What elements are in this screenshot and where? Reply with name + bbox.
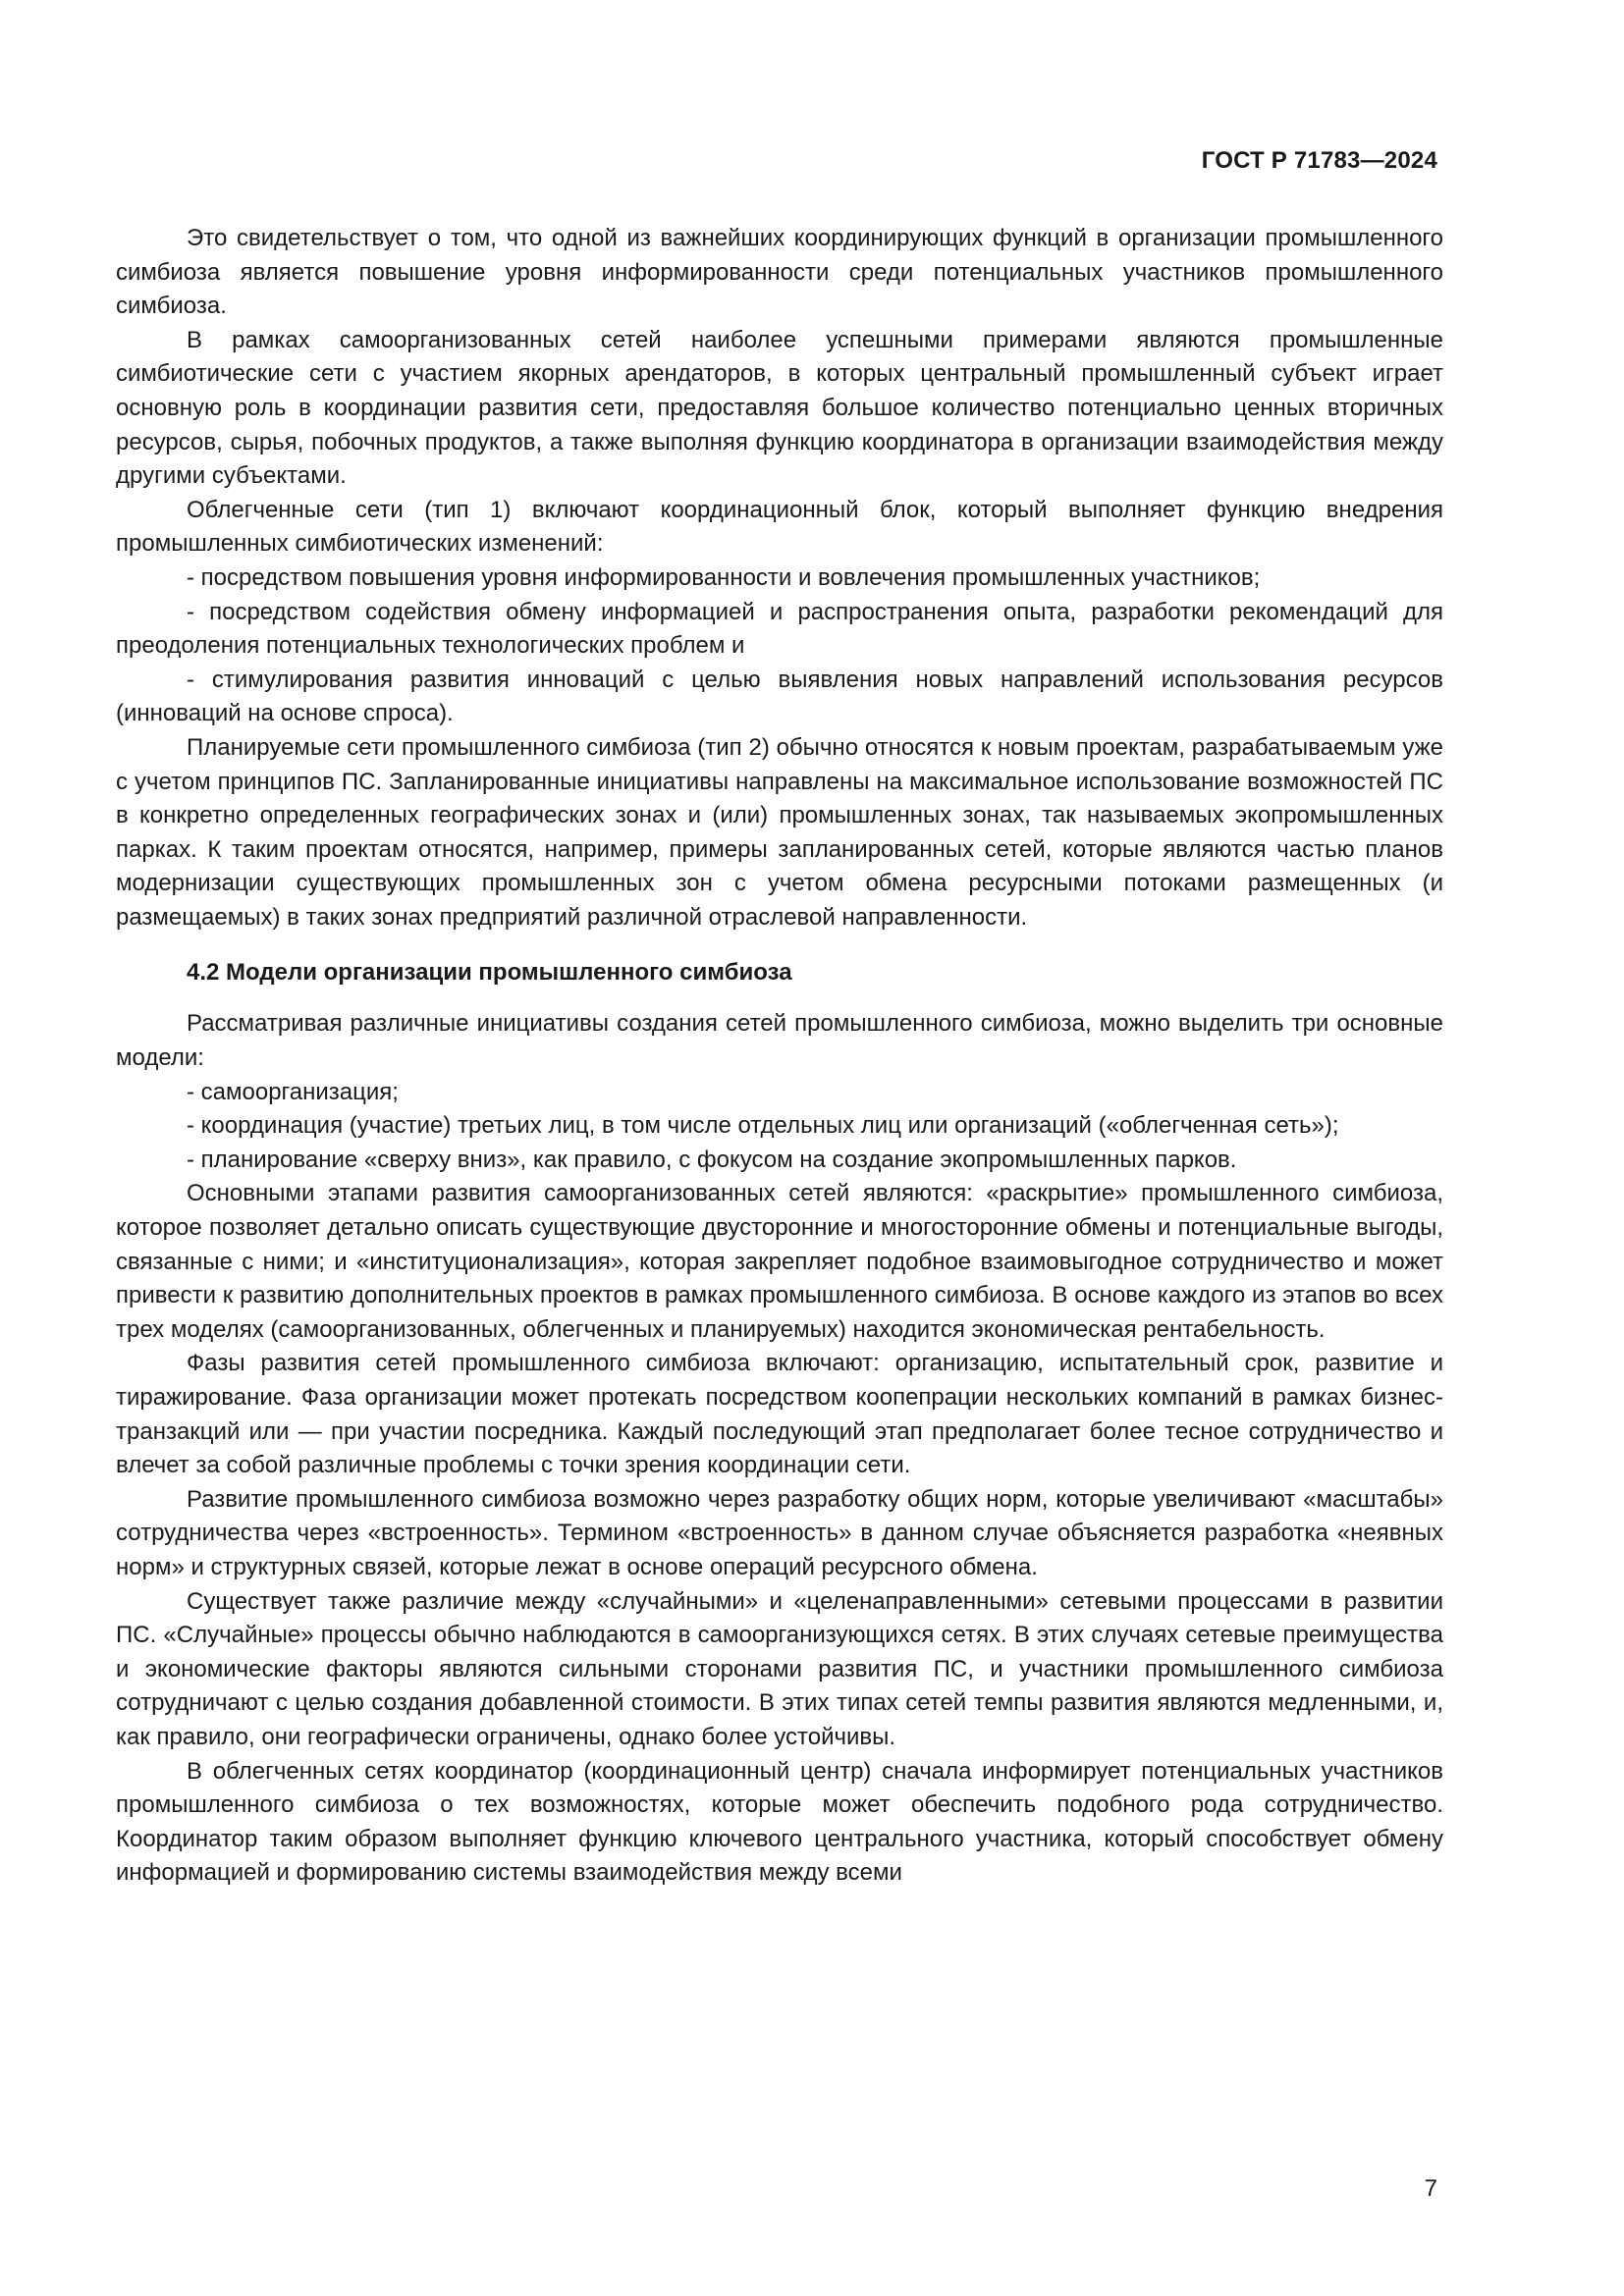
list-item: - посредством повышения уровня информированности и вовлечения промышленных участников; <box>187 563 1261 591</box>
document-body <box>116 222 1443 1891</box>
list-item: - стимулирования развития инноваций с целью выявления новых направлений использования ресурсов (инноваций на основе спроса). <box>116 666 1443 727</box>
paragraph: Облегченные сети (тип 1) включают координационный блок, который выполняет функцию внедрения промышленных симбиотических изменений: <box>116 496 1443 558</box>
document-code-header: ГОСТ Р 71783—2024 <box>1201 147 1437 174</box>
section-heading: 4.2 Модели организации промышленного симбиоза <box>187 959 792 987</box>
paragraph: Фазы развития сетей промышленного симбиоза включают: организацию, испытательный срок, развитие и тиражирование. Фаза организации может протекать посредством коопепрации нескольких компаний в рамках бизнес-транзакций или — при участии посредника. Каждый последующий этап предполагает более тесное сотрудничество и влечет за собой различные проблемы с точки зрения координации сети. <box>116 1350 1443 1479</box>
list-item: - планирование «сверху вниз», как правило, с фокусом на создание экопромышленных парков. <box>187 1146 1237 1173</box>
paragraph: Основными этапами развития самоорганизованных сетей являются: «раскрытие» промышленного симбиоза, которое позволяет детально описать существующие двусторонние и многосторонние обмены и потенциальные выгоды, связанные с ними; и «институционализация», которая закрепляет подобное взаимовыгодное сотрудничество и может привести к развитию дополнительных проектов в рамках промышленного симбиоза. В основе каждого из этапов во всех трех моделях (самоорганизованных, облегченных и планируемых) находится экономическая рентабельность. <box>116 1180 1443 1343</box>
paragraph: В облегченных сетях координатор (координационный центр) сначала информирует потенциальных участников промышленного симбиоза о тех возможностях, которые может обеспечить подобного рода сотрудничество. Координатор таким образом выполняет функцию ключевого центрального участника, который способствует обмену информацией и формированию системы взаимодействия между всеми <box>116 1757 1443 1887</box>
list-item: - координация (участие) третьих лиц, в том числе отдельных лиц или организаций («облегченная сеть»); <box>187 1112 1339 1140</box>
paragraph: Это свидетельствует о том, что одной из важнейших координирующих функций в организации промышленного симбиоза является повышение уровня информированности среди потенциальных участников промышленного симбиоза. <box>116 225 1443 320</box>
list-item: - самоорганизация; <box>187 1078 399 1105</box>
page-number: 7 <box>1424 2175 1437 2202</box>
paragraph: В рамках самоорганизованных сетей наиболее успешными примерами являются промышленные симбиотические сети с участием якорных арендаторов, в которых центральный промышленный субъект играет основную роль в координации развития сети, предоставляя большое количество потенциально ценных вторичных ресурсов, сырья, побочных продуктов, а также выполняя функцию координатора в организации взаимодействия между другими субъектами. <box>116 326 1443 490</box>
list-item: - посредством содействия обмену информацией и распространения опыта, разработки рекомендаций для преодоления потенциальных технологических проблем и <box>116 598 1443 660</box>
paragraph: Существует также различие между «случайными» и «целенаправленными» сетевыми процессами в развитии ПС. «Случайные» процессы обычно наблюдаются в самоорганизующихся сетях. В этих случаях сетевые преимущества и экономические факторы являются сильными сторонами развития ПС, и участники промышленного симбиоза сотрудничают с целью создания добавленной стоимости. В этих типах сетей темпы развития являются медленными, и, как правило, они географически ограничены, однако более устойчивы. <box>116 1587 1443 1750</box>
paragraph: Развитие промышленного симбиоза возможно через разработку общих норм, которые увеличивают «масштабы» сотрудничества через «встроенность». Термином «встроенность» в данном случае объясняется разработка «неявных норм» и структурных связей, которые лежат в основе операций ресурсного обмена. <box>116 1485 1443 1580</box>
paragraph: Планируемые сети промышленного симбиоза (тип 2) обычно относятся к новым проектам, разрабатываемым уже с учетом принципов ПС. Запланированные инициативы направлены на максимальное использование возможностей ПС в конкретно определенных географических зонах и (или) промышленных зонах, так называемых экопромышленных парках. К таким проектам относятся, например, примеры запланированных сетей, которые являются частью планов модернизации существующих промышленных зон с учетом обмена ресурсными потоками размещенных (и размещаемых) в таких зонах предприятий различной отраслевой направленности. <box>116 733 1443 931</box>
paragraph: Рассматривая различные инициативы создания сетей промышленного симбиоза, можно выделить три основные модели: <box>116 1010 1443 1072</box>
